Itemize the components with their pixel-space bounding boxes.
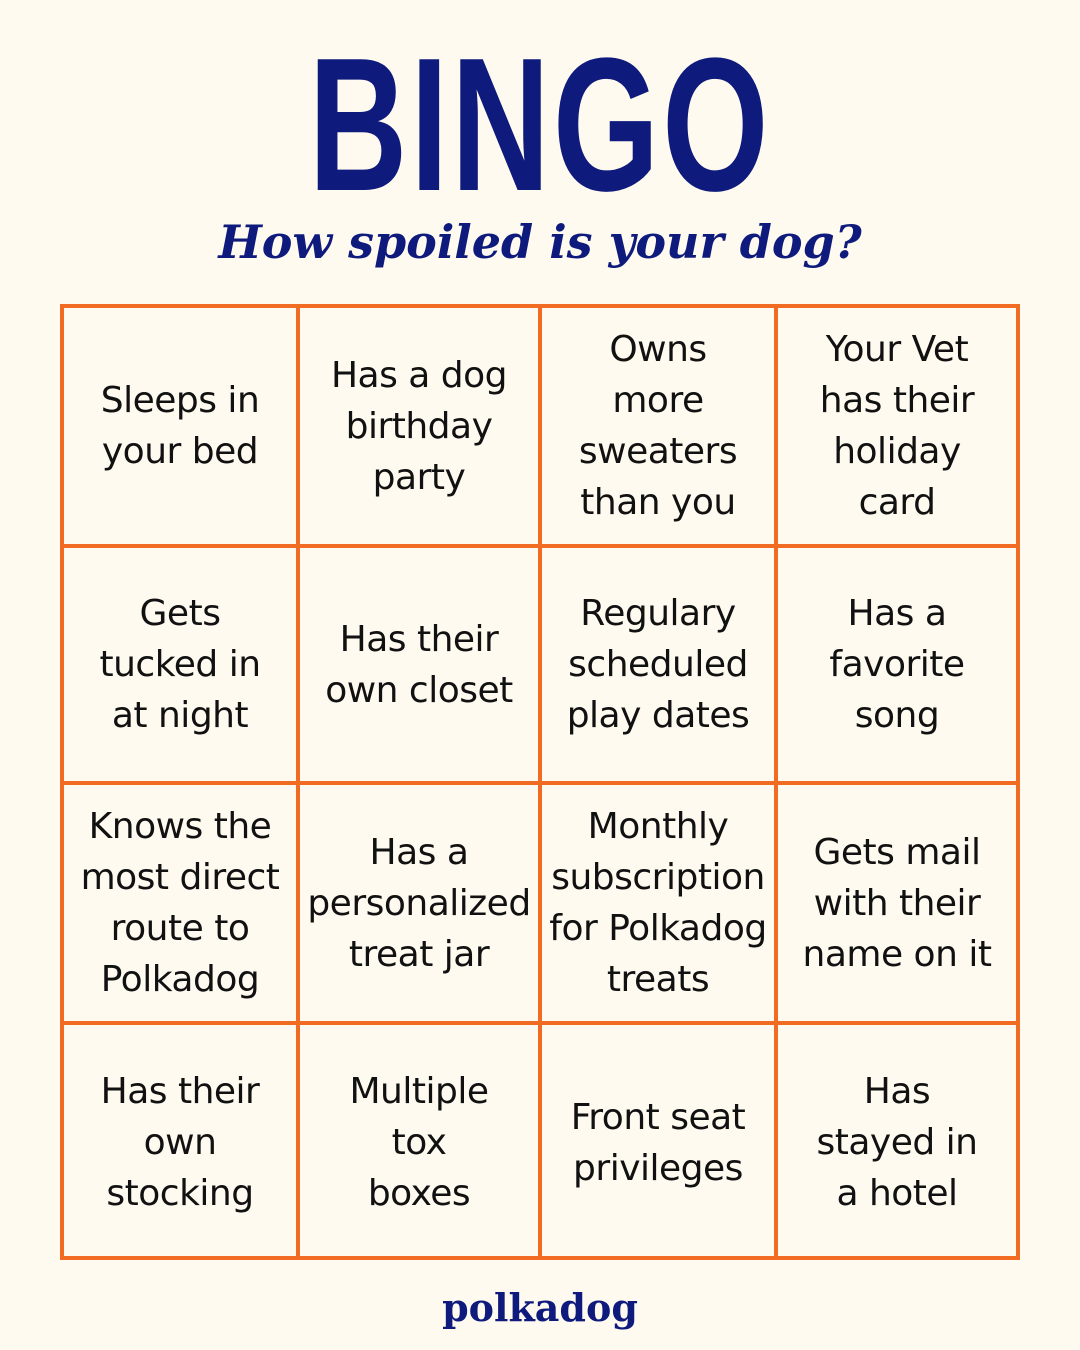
bingo-cell xyxy=(64,548,300,785)
bingo-cell-text: Owns more sweaters than you xyxy=(578,329,738,523)
bingo-cell-text: Regulary scheduled play dates xyxy=(566,593,750,736)
bingo-cell-text: Has their own stocking xyxy=(100,1071,260,1214)
bingo-cell xyxy=(778,785,1016,1025)
bingo-cell-text: Has their own closet xyxy=(325,618,513,711)
bingo-cell xyxy=(542,548,778,785)
bingo-cell xyxy=(64,1025,300,1260)
bingo-cell-text: Sleeps in your bed xyxy=(100,380,260,472)
bingo-cell-text: Has stayed in a hotel xyxy=(816,1071,978,1214)
bingo-cell xyxy=(300,785,542,1025)
bingo-board xyxy=(60,304,1020,1260)
bingo-cell-text: Has a favorite song xyxy=(829,593,965,736)
bingo-cell xyxy=(778,548,1016,785)
bingo-cell xyxy=(542,308,778,548)
bingo-cell xyxy=(300,1025,542,1260)
bingo-cell xyxy=(542,1025,778,1260)
bingo-cell-text: Your Vet has their holiday card xyxy=(819,329,975,523)
bingo-cell-text: Monthly subscription for Polkadog treats xyxy=(549,806,767,1000)
bingo-cell-text: Multiple tox boxes xyxy=(349,1071,489,1214)
bingo-cell xyxy=(778,1025,1016,1260)
bingo-cell-text: Gets tucked in at night xyxy=(99,593,261,736)
bingo-cell-text: Has a dog birthday party xyxy=(330,354,508,498)
subtitle: How spoiled is your dog? xyxy=(218,215,862,269)
bingo-cell xyxy=(300,308,542,548)
bingo-cell-text: Knows the most direct route to Polkadog xyxy=(80,806,280,1000)
bingo-cell-text: Has a personalized treat jar xyxy=(307,831,531,975)
bingo-cell xyxy=(64,785,300,1025)
bingo-cell xyxy=(300,548,542,785)
bingo-cell-text: Gets mail with their name on it xyxy=(802,831,992,975)
polkadog-logo: polkadog xyxy=(442,1285,638,1330)
bingo-title: BINGO xyxy=(308,19,772,231)
bingo-cell xyxy=(778,308,1016,548)
bingo-cell xyxy=(542,785,778,1025)
bingo-cell-text: Front seat privileges xyxy=(570,1096,746,1189)
bingo-cell xyxy=(64,308,300,548)
